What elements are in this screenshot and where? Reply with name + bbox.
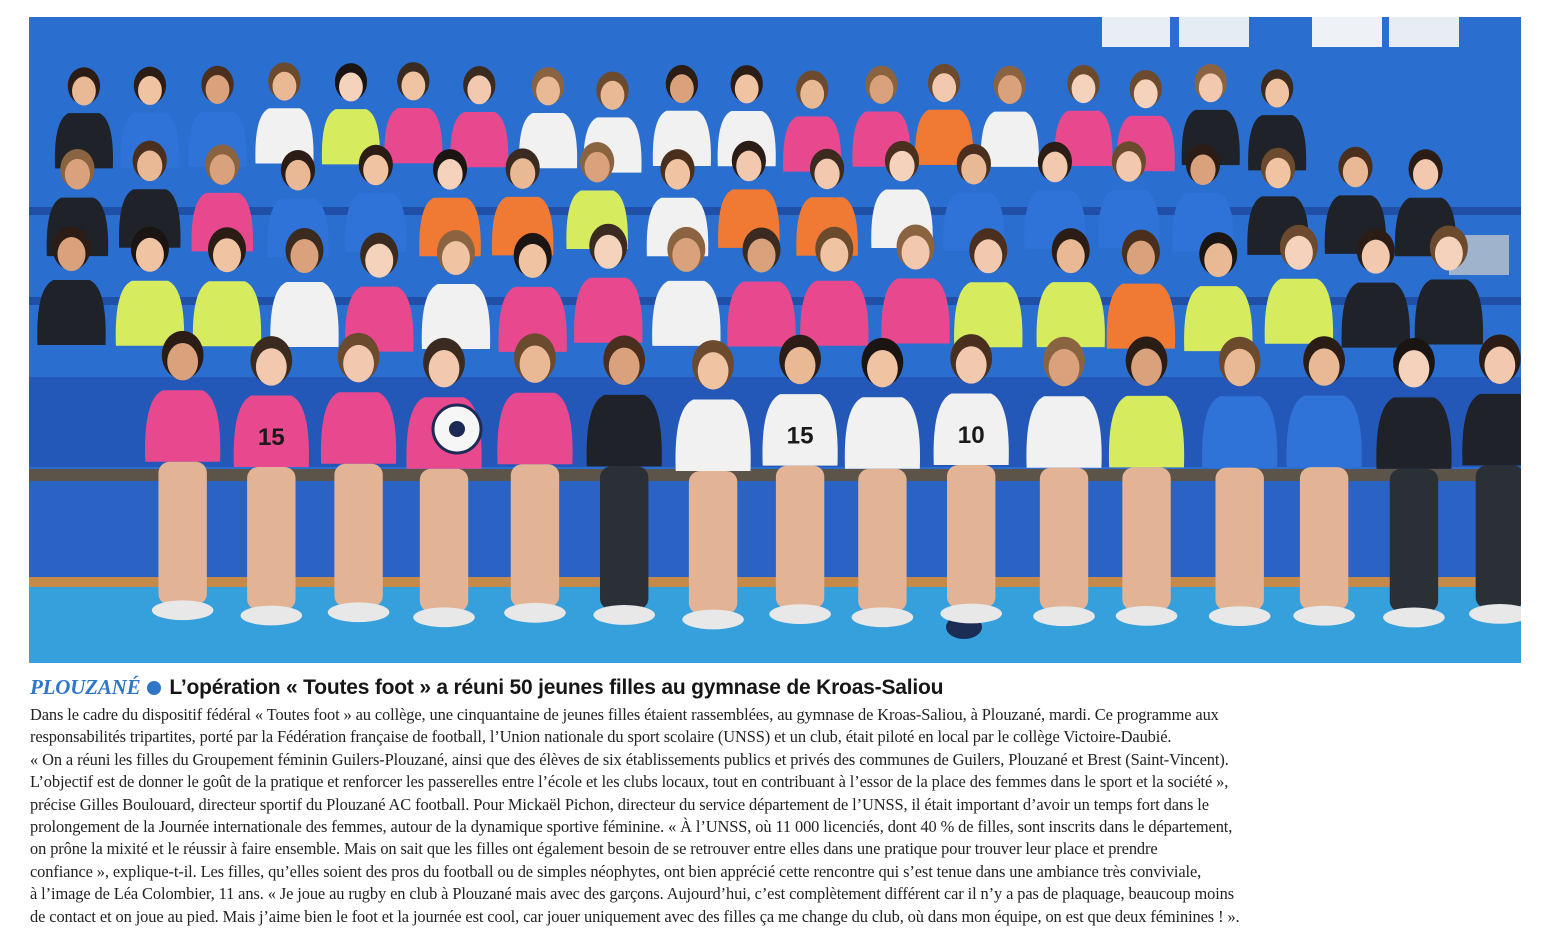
- face: [256, 348, 287, 385]
- bullet-dot-icon: [147, 681, 161, 695]
- face: [1127, 241, 1155, 275]
- face: [736, 151, 761, 182]
- shirt: [652, 281, 720, 346]
- body-line: on prône la mixité et le réussir à faire ensemble. Mais on sait que les filles ont également besoin de se retrouver entre elles dans une pratique pour trouver leur place et prendre: [30, 839, 1158, 859]
- face: [206, 75, 230, 104]
- shirt: [193, 281, 261, 346]
- shoes: [241, 606, 303, 626]
- face: [594, 235, 622, 269]
- shirt: [422, 284, 490, 349]
- jersey-number: 15: [786, 422, 814, 450]
- body-line: prolongement de la Journée internationale des femmes, autour de la dynamique sportive féminine. « À l’UNSS, où 11 000 licenciés, dont 40 % de filles, sont inscrits dans le département,: [30, 817, 1233, 837]
- face: [510, 158, 535, 189]
- face: [601, 81, 625, 110]
- face: [974, 239, 1002, 273]
- face: [870, 75, 894, 104]
- face: [57, 237, 85, 271]
- face: [520, 345, 551, 382]
- face: [467, 75, 491, 104]
- jersey-number: 10: [957, 422, 985, 450]
- shirt: [321, 392, 396, 464]
- location-label: PLOUZANÉ: [30, 675, 141, 699]
- face: [665, 159, 690, 190]
- face: [167, 343, 198, 380]
- shoes: [852, 607, 914, 627]
- group-photo: [29, 17, 1521, 663]
- shoes: [504, 603, 566, 623]
- face: [1484, 347, 1515, 384]
- legs: [1300, 467, 1348, 610]
- body-line: confiance », explique-t-il. Les filles, qu’elles soient des pros du football ou de simples néophytes, ont bien apprécié cette rencontre qui s’est tenue dans une ambiance très conviviale,: [30, 861, 1202, 881]
- face: [698, 352, 729, 389]
- shoes: [328, 602, 390, 622]
- shirt: [1265, 279, 1333, 344]
- notice-board: [1179, 17, 1249, 47]
- face: [800, 80, 824, 109]
- legs: [158, 462, 206, 605]
- legs: [689, 471, 737, 614]
- legs: [1476, 465, 1521, 608]
- group-photo-illustration: [29, 17, 1521, 663]
- face: [442, 241, 470, 275]
- shoes: [152, 600, 214, 620]
- shoes: [682, 610, 744, 630]
- body-line: Dans le cadre du dispositif fédéral « Toutes foot » au collège, une cinquantaine de jeunes filles étaient rassemblées, au gymnase de Kroas-Saliou, à Plouzané, mardi. Ce programme aux: [30, 705, 1219, 724]
- face: [138, 76, 162, 105]
- legs: [420, 469, 468, 612]
- notice-board: [1102, 17, 1170, 47]
- legs: [334, 464, 382, 607]
- face: [72, 77, 96, 106]
- face: [1131, 349, 1162, 386]
- face: [1435, 237, 1463, 271]
- football-patch: [449, 421, 465, 437]
- face: [401, 71, 425, 100]
- shirt: [37, 280, 105, 345]
- shirt: [1037, 282, 1105, 347]
- face: [437, 159, 462, 190]
- face: [1309, 348, 1340, 385]
- face: [1399, 350, 1430, 387]
- shirt: [1415, 280, 1483, 345]
- face: [814, 159, 839, 190]
- shoes: [1293, 606, 1355, 626]
- legs: [247, 467, 295, 610]
- face: [1116, 151, 1141, 182]
- shirt: [384, 108, 442, 163]
- face: [363, 155, 388, 186]
- shirt: [1286, 396, 1361, 468]
- shirt: [497, 393, 572, 465]
- shirt: [1202, 396, 1277, 468]
- shoes: [413, 607, 475, 627]
- shoes: [1033, 606, 1095, 626]
- face: [273, 72, 297, 101]
- shoes: [593, 605, 655, 625]
- face: [1049, 349, 1080, 386]
- legs: [600, 466, 648, 609]
- shoes: [940, 604, 1002, 624]
- shirt: [675, 399, 750, 471]
- shirt: [845, 397, 920, 469]
- face: [1343, 157, 1368, 188]
- face: [998, 75, 1022, 104]
- legs: [1040, 468, 1088, 611]
- face: [889, 151, 914, 182]
- face: [65, 159, 90, 190]
- face: [1057, 239, 1085, 273]
- face: [290, 239, 318, 273]
- face: [365, 244, 393, 278]
- face: [339, 73, 363, 102]
- shirt: [881, 279, 949, 344]
- legs: [776, 466, 824, 609]
- face: [210, 154, 235, 185]
- face: [1265, 79, 1289, 108]
- notice-board: [1389, 17, 1459, 47]
- shirt: [270, 282, 338, 347]
- face: [429, 350, 460, 387]
- face: [1190, 154, 1215, 185]
- body-line: précise Gilles Boulouard, directeur sportif du Plouzané AC football. Pour Mickaël Pichon, directeur du service département de l’UNSS, il était important d’avoir un temps fort dans le: [30, 794, 1209, 814]
- face: [585, 152, 610, 183]
- shoes: [1383, 608, 1445, 628]
- shoes: [1116, 606, 1178, 626]
- face: [785, 347, 816, 384]
- shirt: [574, 278, 642, 343]
- shirt: [800, 281, 868, 346]
- body-line: L’objectif est de donner le goût de la pratique et renforcer les passerelles entre l’école et les clubs locaux, tout en contribuant à l’essor de la place des femmes dans le sport et la société »,: [30, 772, 1229, 792]
- face: [932, 73, 956, 102]
- face: [1042, 152, 1067, 183]
- face: [867, 350, 898, 387]
- face: [1204, 243, 1232, 277]
- face: [735, 74, 759, 103]
- legs: [947, 465, 995, 608]
- article-body: [30, 704, 1524, 928]
- legs: [1215, 468, 1263, 611]
- shoes: [1209, 606, 1271, 626]
- jersey-number: 15: [257, 424, 285, 452]
- face: [137, 151, 162, 182]
- face: [519, 244, 547, 278]
- face: [1362, 240, 1390, 274]
- shoes: [769, 604, 831, 624]
- shirt: [727, 281, 795, 346]
- face: [1224, 349, 1255, 386]
- body-line: à l’image de Léa Colombier, 11 ans. « Je joue au rugby en club à Plouzané mais avec des garçons. Aujourd’hui, c’est complètement différent car il n’y a pas de plaquage, beaucoup moins: [30, 884, 1235, 904]
- legs: [511, 464, 559, 607]
- legs: [858, 469, 906, 612]
- face: [670, 74, 694, 103]
- body-line: de contact et on joue au pied. Mais j’aime bien le foot et la journée est cool, car jouer uniquement avec des filles ça me change du club, où dans mon équipe, on est que deux féminines ! ».: [30, 906, 1240, 926]
- face: [672, 238, 700, 272]
- article-headline-row: [30, 672, 1522, 702]
- shirt: [587, 395, 662, 467]
- headline-text: L’opération « Toutes foot » a réuni 50 jeunes filles au gymnase de Kroas-Saliou: [169, 676, 944, 699]
- face: [285, 160, 310, 191]
- face: [1413, 159, 1438, 190]
- face: [1072, 74, 1096, 103]
- shirt: [1342, 283, 1410, 348]
- face: [136, 238, 164, 272]
- body-line: « On a réuni les filles du Groupement féminin Guilers-Plouzané, ainsi que des élèves de six établissements publics et privés des communes de Guilers, Plouzané et Brest (Saint-Vincent).: [30, 749, 1229, 769]
- face: [1285, 236, 1313, 270]
- face: [956, 346, 987, 383]
- face: [748, 238, 776, 272]
- shirt: [1462, 394, 1521, 466]
- shirt: [145, 390, 220, 462]
- face: [536, 76, 560, 105]
- shirt: [1026, 396, 1101, 468]
- face: [820, 238, 848, 272]
- shirt: [1376, 397, 1451, 469]
- face: [609, 348, 640, 385]
- legs: [1122, 467, 1170, 610]
- shirt: [1109, 396, 1184, 468]
- face: [343, 345, 374, 382]
- face: [961, 154, 986, 185]
- face: [902, 236, 930, 270]
- face: [1265, 158, 1290, 189]
- face: [1134, 79, 1158, 108]
- face: [213, 238, 241, 272]
- face: [1199, 73, 1223, 102]
- legs: [1390, 469, 1438, 612]
- body-line: responsabilités tripartites, porté par la Fédération française de football, l’Union nationale du sport scolaire (UNSS) et un club, était piloté en local par le collège Victoire-Daubié.: [30, 727, 1172, 747]
- notice-board: [1312, 17, 1382, 47]
